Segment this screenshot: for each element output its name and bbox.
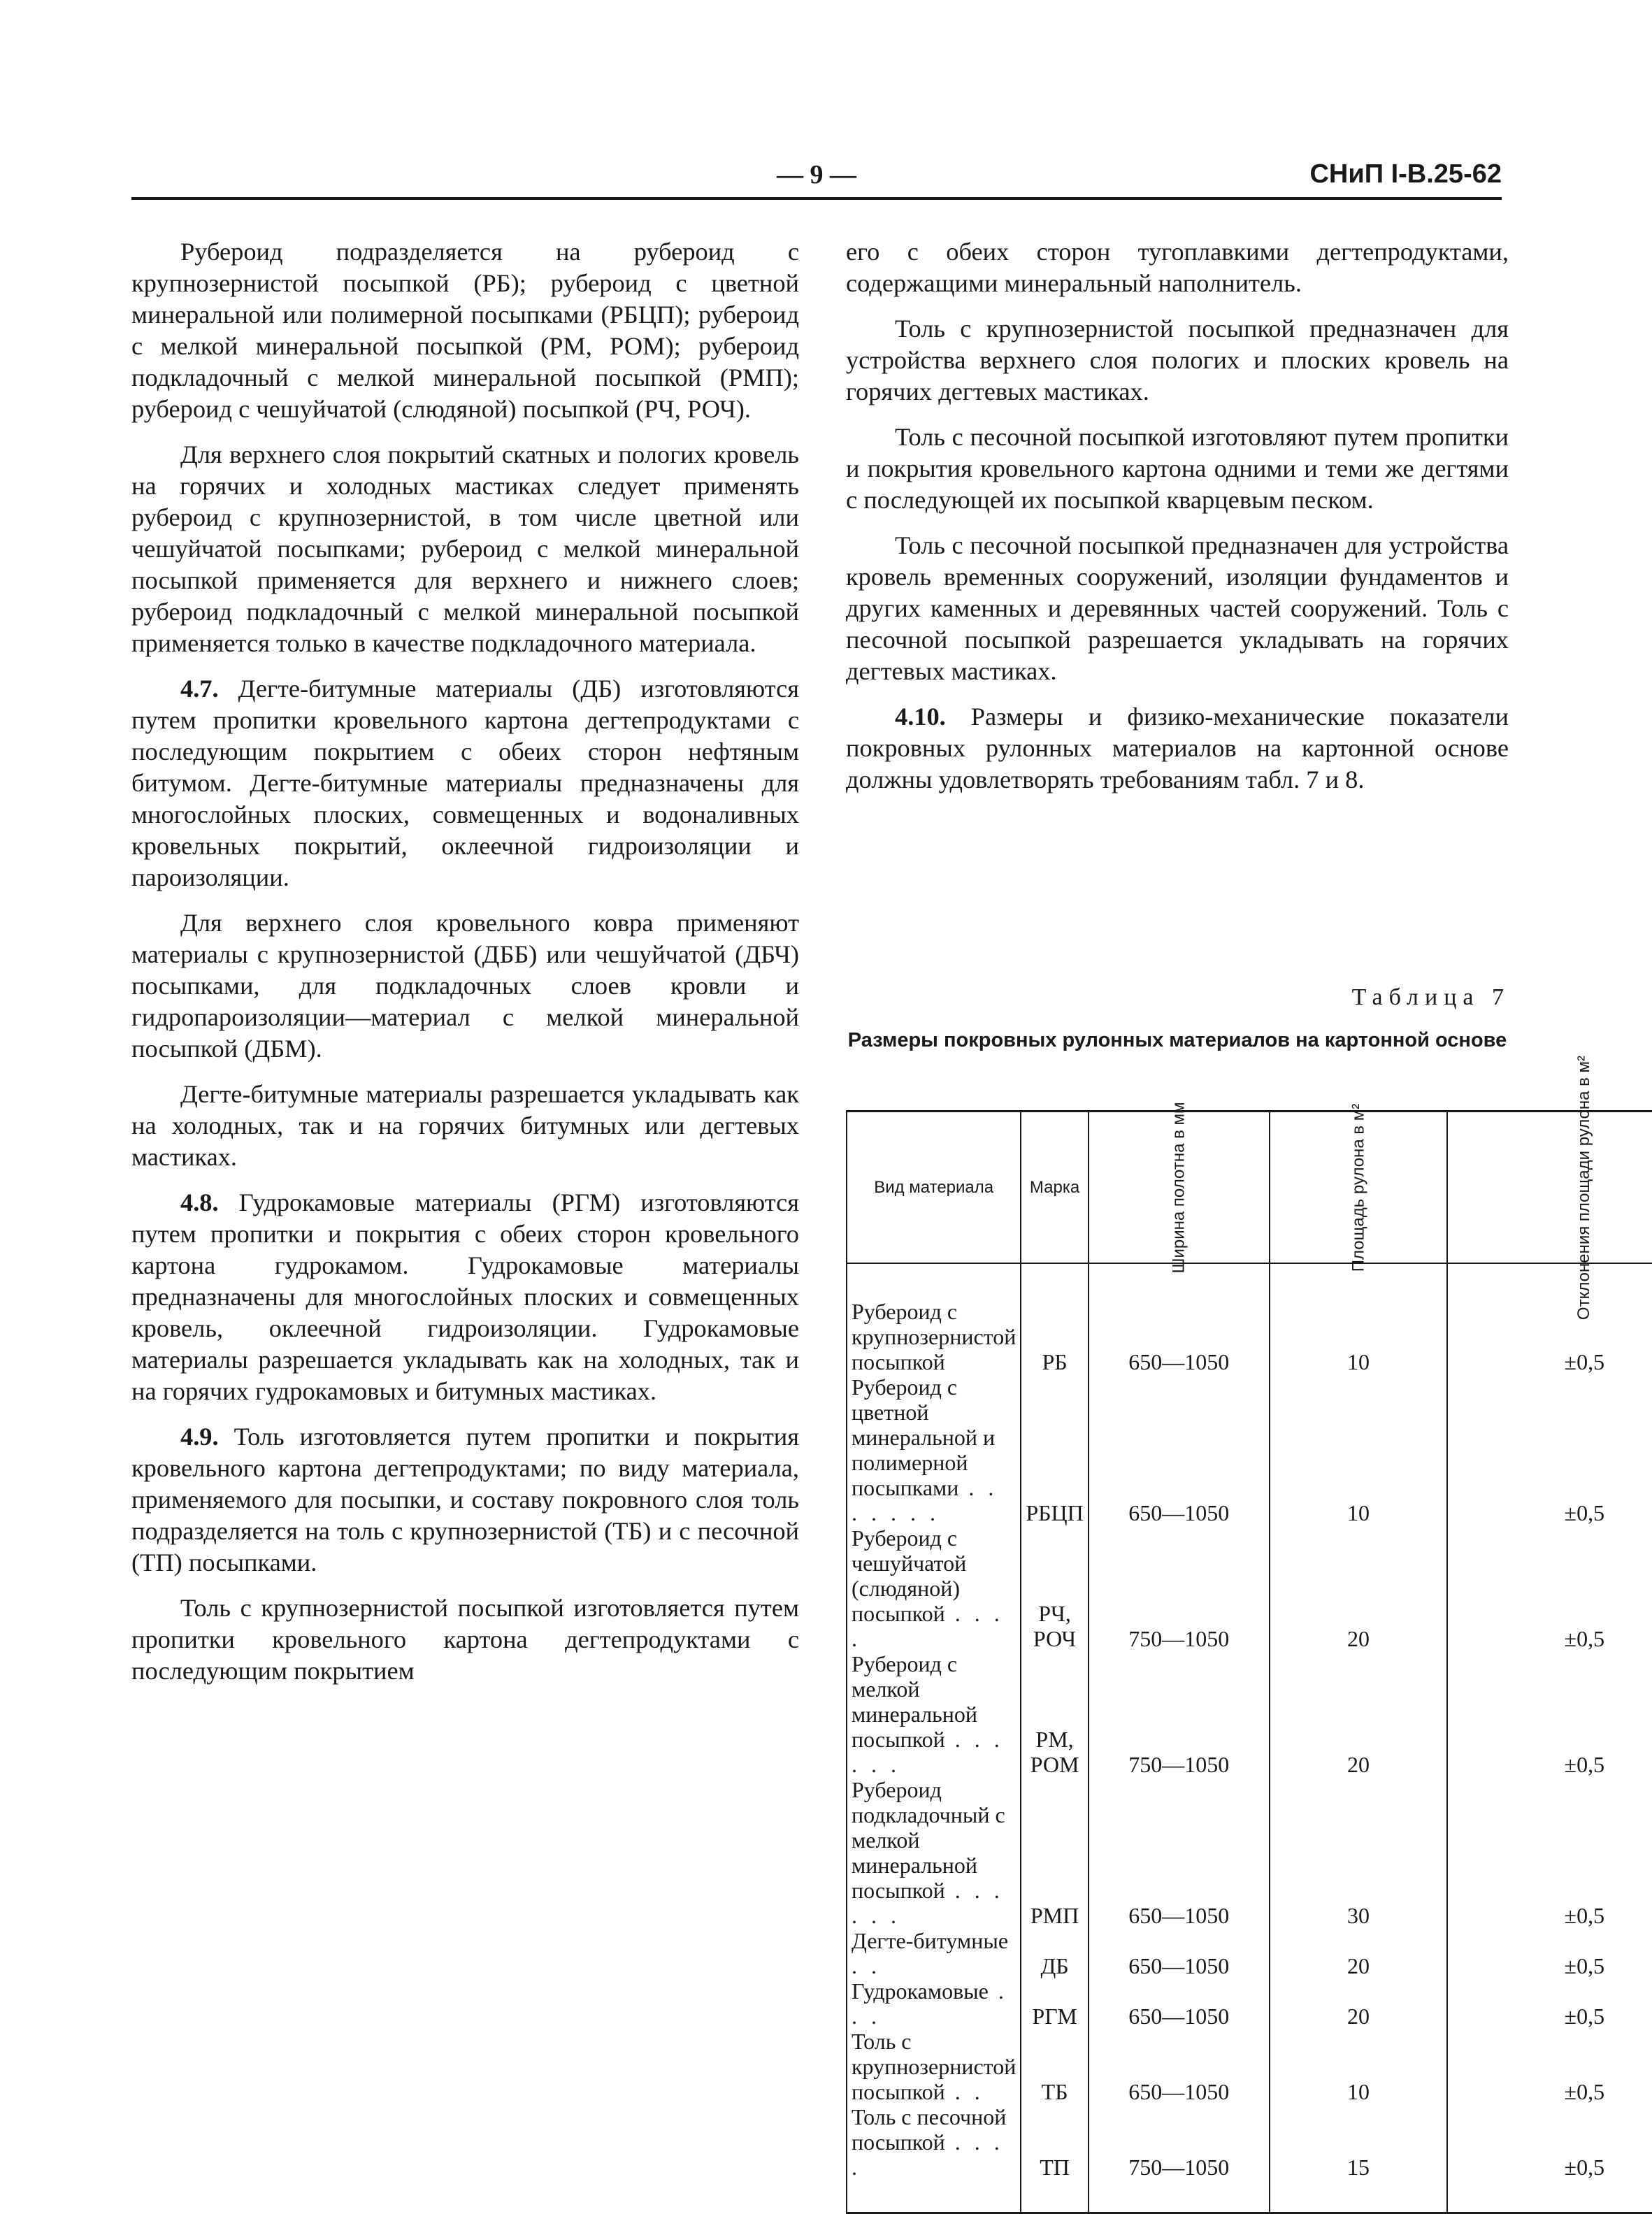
table-row [847, 1374, 1652, 1525]
cell-deviation [1447, 1777, 1652, 1928]
cell-area [1270, 1374, 1448, 1525]
dot-leader: . . . . . . [852, 1727, 1004, 1777]
paragraph [846, 313, 1509, 408]
table-row [847, 1525, 1652, 1651]
cell-width [1089, 1978, 1270, 2029]
cell-deviation [1447, 1651, 1652, 1777]
cell-material [847, 1374, 1021, 1525]
cell-material-text: Рубероид подкладочный с мелкой минеральной посыпкой [852, 1777, 1005, 1903]
cell-mark-text: РБЦП [1026, 1500, 1084, 1525]
table-row [847, 1928, 1652, 1978]
paragraph-text: Размеры и физико-механические показатели покровных рулонных материалов на картонной основе должны удовлетворять требованиям табл. 7 и 8. [846, 703, 1509, 793]
paragraph-text: Толь с крупнозернистой посыпкой изготовляется путем пропитки кровельного картона дегтепродуктами с последующим покрытием [131, 1594, 799, 1685]
section-number: 4.7. [180, 675, 219, 703]
table-row [847, 1299, 1652, 1374]
paragraph-text: Дегте-битумные материалы (ДБ) изготовляются путем пропитки кровельного картона дегтепродуктами с последующим покрытием с обеих сторон нефтяным битумом. Дегте-битумные материалы предназначены для многослойных плоских, совмещенных и водоналивных кровельных покрытий, оклеечной гидроизоляции и пароизоляции. [131, 675, 799, 891]
cell-area-text: 10 [1347, 2079, 1370, 2104]
cell-area [1270, 1978, 1448, 2029]
cell-material [847, 2029, 1021, 2104]
cell-material [847, 1299, 1021, 1374]
cell-width-text: 650—1050 [1128, 2004, 1230, 2029]
paragraph-text: Толь с песочной посыпкой предназначен для устройства кровель временных сооружений, изоляции фундаментов и других каменных и деревянных частей сооружений. Толь с песочной посыпкой разрешается укладывать на горячих дегтевых мастиках. [846, 531, 1509, 685]
cell-width [1089, 2104, 1270, 2213]
table-row [847, 1978, 1652, 2029]
paragraph [846, 236, 1509, 299]
cell-area-text: 20 [1347, 1953, 1370, 1978]
paragraph-text: Толь с крупнозернистой посыпкой предназначен для устройства верхнего слоя пологих и плоских кровель на горячих дегтевых мастиках. [846, 315, 1509, 405]
section-number: 4.9. [180, 1423, 219, 1451]
cell-deviation-text: ±0,5 [1564, 1903, 1605, 1928]
cell-material-text: Толь с песочной посыпкой [852, 2104, 1007, 2155]
paragraph [131, 1421, 799, 1579]
cell-deviation-text: ±0,5 [1564, 1752, 1605, 1777]
header-material: Вид материала [847, 1112, 1021, 1264]
cell-area [1270, 1777, 1448, 1928]
cell-material [847, 1651, 1021, 1777]
document-code: СНиП I-B.25-62 [1309, 159, 1502, 189]
cell-material-text: Дегте-битумные [852, 1928, 1009, 1953]
cell-area-text: 15 [1347, 2155, 1370, 2180]
dot-leader: . . . [852, 1978, 1008, 2029]
cell-deviation [1447, 1525, 1652, 1651]
paragraph [846, 701, 1509, 796]
cell-mark-text: ДБ [1040, 1953, 1069, 1978]
header-mark: Марка [1021, 1112, 1088, 1264]
cell-material-text: Рубероид с крупнозернистой посыпкой [852, 1299, 1017, 1374]
cell-material-text: Рубероид с цветной минеральной и полимерной посыпками [852, 1374, 996, 1500]
cell-width [1089, 1374, 1270, 1525]
table-spacer-row [847, 1263, 1652, 1299]
paragraph-text: Для верхнего слоя покрытий скатных и пологих кровель на горячих и холодных мастиках следует применять рубероид с крупнозернистой, в том числе цветной или чешуйчатой посыпками; рубероид с мелкой минеральной посыпкой применяется для верхнего и нижнего слоев; рубероид подкладочный с мелкой минеральной посыпкой применяется только в качестве подкладочного материала. [131, 440, 799, 657]
cell-area-text: 20 [1347, 2004, 1370, 2029]
cell-width-text: 750—1050 [1128, 2155, 1230, 2180]
cell-mark [1021, 1525, 1088, 1651]
paragraph [131, 236, 799, 425]
dot-leader: . . [944, 2079, 984, 2104]
paragraph [846, 530, 1509, 687]
cell-mark [1021, 1651, 1088, 1777]
cell-mark-text: РБ [1042, 1349, 1068, 1374]
header-area-text: Площадь рулона в м² [1349, 1103, 1368, 1272]
cell-material [847, 1928, 1021, 1978]
header-deviation [1447, 1055, 1652, 1320]
section-number: 4.8. [180, 1188, 219, 1216]
cell-deviation [1447, 1928, 1652, 1978]
dot-leader: . . . . . . . [852, 1475, 998, 1525]
cell-material [847, 1978, 1021, 2029]
cell-area [1270, 2104, 1448, 2213]
paragraph-text: Для верхнего слоя кровельного ковра применяют материалы с крупнозернистой (ДББ) или чешуйчатой (ДБЧ) посыпками, для подкладочных слоев кровли и гидропароизоляции—материал с мелкой минеральной посыпкой (ДБМ). [131, 909, 799, 1063]
table-row [847, 2029, 1652, 2104]
cell-width [1089, 1299, 1270, 1374]
cell-width [1089, 1777, 1270, 1928]
dot-leader: . . . . . . [852, 1878, 1004, 1928]
cell-width-text: 750—1050 [1128, 1752, 1230, 1777]
cell-material [847, 2104, 1021, 2213]
cell-mark [1021, 2104, 1088, 2213]
cell-width-text: 650—1050 [1128, 1500, 1230, 1525]
cell-deviation-text: ±0,5 [1564, 2155, 1605, 2180]
cell-mark-text: РГМ [1032, 2004, 1077, 2029]
cell-area-text: 20 [1347, 1626, 1370, 1651]
cell-material [847, 1777, 1021, 1928]
cell-width-text: 650—1050 [1128, 1349, 1230, 1374]
paragraph [846, 422, 1509, 516]
cell-area [1270, 1299, 1448, 1374]
header-width-text: Ширина полотна в мм [1169, 1101, 1188, 1274]
cell-width [1089, 1525, 1270, 1651]
cell-deviation-text: ±0,5 [1564, 1500, 1605, 1525]
header-width [1089, 1101, 1270, 1274]
right-text-column [846, 236, 1509, 810]
paragraph-text: Толь изготовляется путем пропитки и покрытия кровельного картона дегтепродуктами; по виду материала, применяемого для посыпки, и составу покровного слоя толь подразделяется на толь с крупнозернистой (ТБ) и с песочной (ТП) посыпками. [131, 1423, 799, 1576]
cell-area-text: 10 [1347, 1500, 1370, 1525]
cell-width [1089, 1928, 1270, 1978]
page-number: — 9 — [777, 160, 856, 189]
table-row [847, 2104, 1652, 2213]
table-row [847, 1777, 1652, 1928]
cell-deviation [1447, 2104, 1652, 2213]
cell-mark-text: ТБ [1041, 2079, 1068, 2104]
table-row [847, 1651, 1652, 1777]
table-header-row [847, 1112, 1652, 1264]
cell-deviation-text: ±0,5 [1564, 1953, 1605, 1978]
cell-mark-text: РЧ, РОЧ [1033, 1601, 1077, 1651]
cell-mark [1021, 1777, 1088, 1928]
paragraph-text: Рубероид подразделяется на рубероид с крупнозернистой посыпкой (РБ); рубероид с цветной минеральной или полимерной посыпками (РБЦП); рубероид с мелкой минеральной посыпкой (РМ, РОМ); рубероид подкладочный с мелкой минеральной посыпкой (РМП); рубероид с чешуйчатой (слюдяной) посыпкой (РЧ, РОЧ). [131, 238, 799, 423]
cell-area-text: 30 [1347, 1903, 1370, 1928]
paragraph [131, 673, 799, 893]
cell-material-text: Рубероид с мелкой минеральной посыпкой [852, 1651, 977, 1752]
cell-width-text: 650—1050 [1128, 1903, 1230, 1928]
cell-width [1089, 2029, 1270, 2104]
cell-mark [1021, 1928, 1088, 1978]
cell-width-text: 650—1050 [1128, 1953, 1230, 1978]
cell-deviation [1447, 2029, 1652, 2104]
cell-deviation [1447, 1299, 1652, 1374]
cell-material-text: Гудрокамовые [852, 1978, 989, 2004]
cell-area [1270, 1525, 1448, 1651]
header-rule [131, 197, 1502, 200]
cell-mark [1021, 1299, 1088, 1374]
materials-table [846, 1055, 1652, 2214]
cell-material-text: Рубероид с чешуйчатой (слюдяной) посыпкой [852, 1525, 967, 1626]
cell-mark-text: РМП [1030, 1903, 1079, 1928]
table-title: Размеры покровных рулонных материалов на картонной основе [847, 1029, 1507, 1051]
cell-area [1270, 1928, 1448, 1978]
dot-leader: . . [852, 1953, 881, 1978]
section-number: 4.10. [895, 703, 946, 731]
cell-deviation [1447, 1978, 1652, 2029]
cell-mark-text: ТП [1040, 2155, 1070, 2180]
cell-deviation-text: ±0,5 [1564, 2079, 1605, 2104]
paragraph-text: Толь с песочной посыпкой изготовляют путем пропитки и покрытия кровельного картона одними и теми же дегтями с последующей их посыпкой кварцевым песком. [846, 423, 1509, 514]
dot-leader: . . . . [852, 2129, 1004, 2180]
cell-area [1270, 1651, 1448, 1777]
cell-material-text: Толь с крупнозернистой посыпкой [852, 2029, 1017, 2104]
cell-area [1270, 2029, 1448, 2104]
cell-area-text: 20 [1347, 1752, 1370, 1777]
paragraph [131, 439, 799, 659]
cell-deviation-text: ±0,5 [1564, 1349, 1605, 1374]
paragraph-text: Дегте-битумные материалы разрешается укладывать как на холодных, так и на горячих битумных или дегтевых мастиках. [131, 1080, 799, 1171]
table-label: Таблица 7 [1351, 984, 1510, 1010]
cell-width-text: 750—1050 [1128, 1626, 1230, 1651]
cell-mark [1021, 1978, 1088, 2029]
header-deviation-text: Отклонения площади рулона в м² [1574, 1055, 1594, 1320]
paragraph [131, 1187, 799, 1407]
paragraph-text: его с обеих сторон тугоплавкими дегтепродуктами, содержащими минеральный наполнитель. [846, 238, 1509, 297]
cell-deviation-text: ±0,5 [1564, 2004, 1605, 2029]
paragraph [131, 907, 799, 1065]
cell-width-text: 650—1050 [1128, 2079, 1230, 2104]
paragraph-text: Гудрокамовые материалы (РГМ) изготовляются путем пропитки и покрытия с обеих сторон кровельного картона гудрокамом. Гудрокамовые материалы предназначены для многослойных плоских и совмещенных кровель, оклеечной гидроизоляции. Гудрокамовые материалы разрешается укладывать как на холодных, так и на горячих гудрокамовых и битумных мастиках. [131, 1188, 799, 1405]
cell-material [847, 1525, 1021, 1651]
dot-leader: . . . . [852, 1601, 1004, 1651]
cell-mark [1021, 1374, 1088, 1525]
cell-width [1089, 1651, 1270, 1777]
left-text-column [131, 236, 799, 1701]
cell-deviation [1447, 1374, 1652, 1525]
cell-mark-text: РМ, РОМ [1030, 1727, 1079, 1777]
cell-deviation-text: ±0,5 [1564, 1626, 1605, 1651]
header-area [1270, 1103, 1448, 1272]
page-header [131, 159, 1502, 201]
cell-area-text: 10 [1347, 1349, 1370, 1374]
paragraph [131, 1593, 799, 1687]
cell-mark [1021, 2029, 1088, 2104]
paragraph [131, 1079, 799, 1173]
